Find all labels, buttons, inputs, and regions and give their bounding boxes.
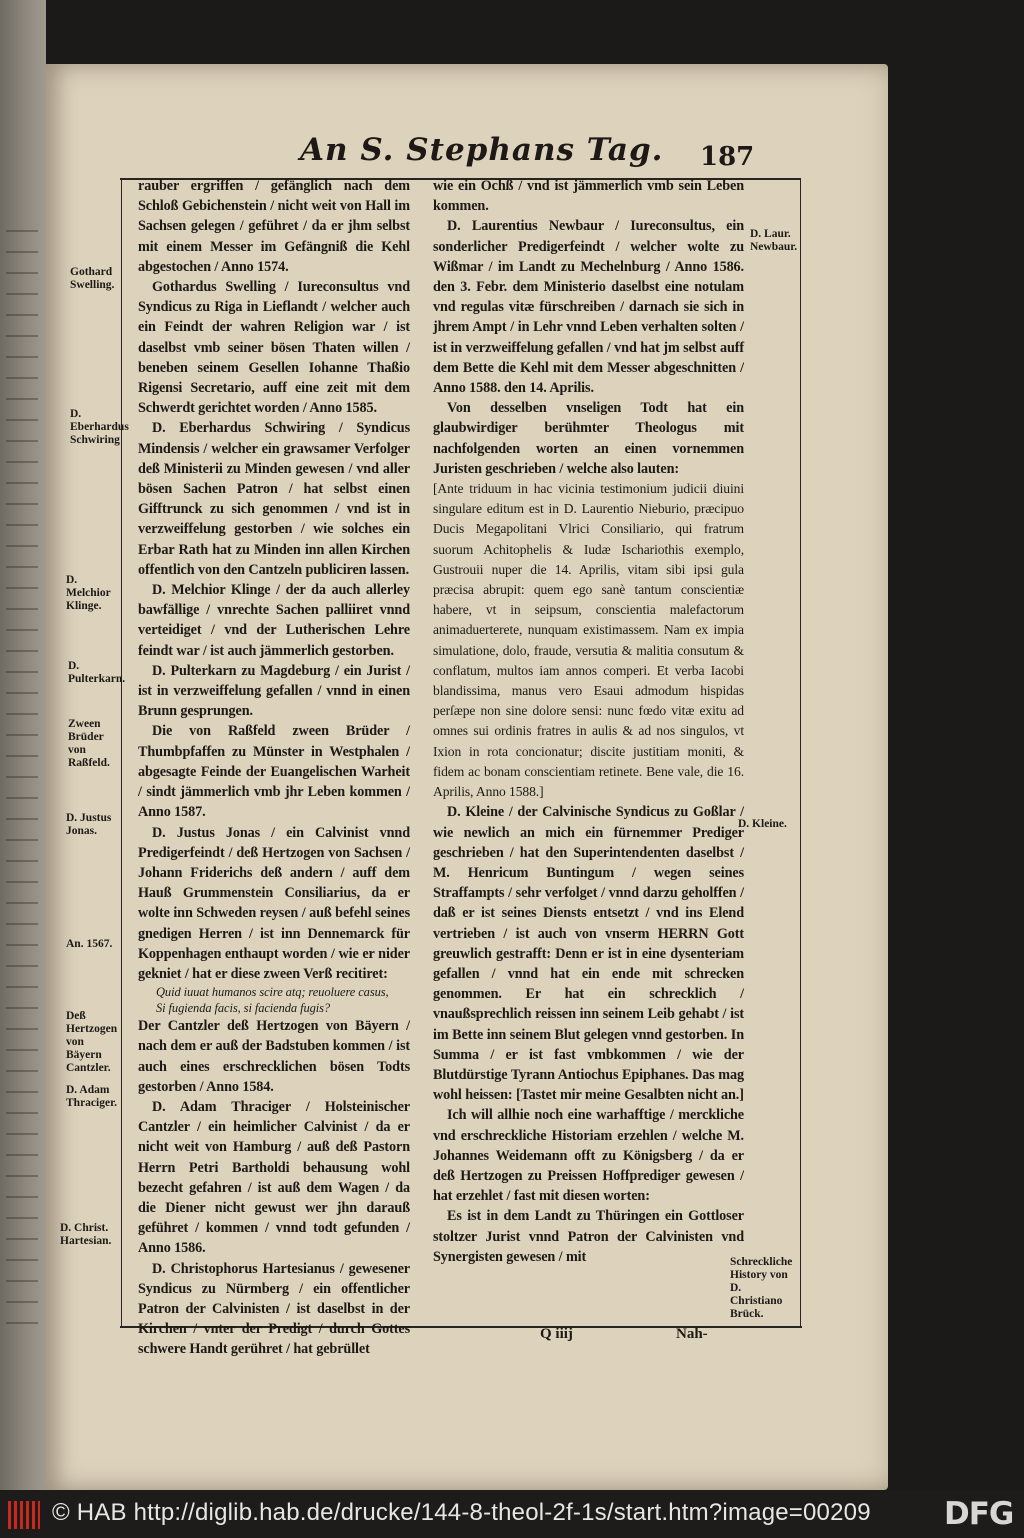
running-header: An S. Stephans Tag. (300, 132, 664, 168)
left-paragraph: Der Cantzler deß Hertzogen von Bäyern / nach dem er auß der Badstuben kommen / ist auch eines erschrecklichen bösen Todts gestorben / Anno 1584. (138, 1018, 410, 1095)
margin-note-justus: D. Justus Jonas. (66, 812, 112, 837)
margin-note-kleine: D. Kleine. (738, 818, 787, 830)
left-paragraph: rauber ergriffen / gefänglich nach dem Schloß Gebichenstein / nicht weit von Hall im Sachsen gelegen / geführet / da er jhm selbst mit einem Messer im Gefängniß die Kehl abgestochen / Anno 1574. (138, 178, 410, 275)
margin-note-pulterkarn: D. Pulterkarn. (68, 660, 126, 685)
margin-note-laur: D. Laur. Newbaur. (750, 228, 798, 253)
frame-rule-right (800, 178, 801, 1326)
left-paragraph: D. Justus Jonas / ein Calvinist vnnd Predigerfeindt / deß Hertzogen von Sachsen / Johann Friderichs deß andern / auff dem Hauß Grummenstein Consiliarius, da er wolte inn Schweden reysen / auß befehl seines gnedigen Herren / ist inn Dennemarck für Koppenhagen enthaupt worden / wie er nider gekniet / hat er diese zween Verß recitiret: (138, 824, 410, 982)
right-paragraph: D. Kleine / der Calvinische Syndicus zu Goßlar / wie newlich an mich ein fürnemmer Prediger geschrieben / hat den Superintendenten daselbst / M. Henricum Buntingum / wegen seines Straffampts / sehr verfolget / vnnd darzu geholffen / daß er ist seines Diensts entsetzt / vnd ins Elend vertrieben / ist auch von vnserm HERRN Gott greuwlich gestrafft: Denn er ist in eine dysenteriam gefallen / vnnd hat ein ende mit schrecken genommen. Er hat ein schrecklich / vnaußsprechlich reissen inn seinem Leib gehabt / ist im Bette inn seinem Blut gelegen vnnd gestorben. In Summa / er ist fast vmbkommen / wie der Blutdürstige Tyrann Antiochus Epiphanes. Das mag wohl heissen: [Tastet mir meine Gesalbten nicht an.] (433, 804, 744, 1104)
signature-mark: Q iiij (540, 1326, 573, 1342)
library-bars-icon (8, 1501, 40, 1529)
margin-note-christ: D. Christ. Hartesian. (60, 1222, 112, 1247)
copyright-link[interactable]: © HAB http://diglib.hab.de/drucke/144-8-theol-2f-1s/start.htm?image=00209 (52, 1499, 871, 1526)
left-paragraph: D. Melchior Klinge / der da auch allerley bawfällige / vnrechte Sachen palliiret vnnd verteidiget / vnd der Lutherischen Lehre feindt war / ist auch jämmerlich gestorben. (138, 582, 410, 659)
left-paragraph: Die von Raßfeld zween Brüder / Thumbpfaffen zu Münster in Westphalen / abgesagte Feinde der Euangelischen Warheit / sindt jämmerlich vmb jhr Leben kommen / Anno 1587. (138, 723, 410, 821)
dfg-logo: DFG (944, 1496, 1014, 1532)
margin-note-adam: D. Adam Thraciger. (66, 1084, 117, 1109)
left-paragraph: D. Eberhardus Schwiring / Syndicus Mindensis / welcher ein grawsamer Verfolger deß Ministerii zu Minden gewesen / vnd aller bösen Sachen Patron / hat selbst einen Gifftrunck zu sich genommen / vnd ist in verzweiffelung gestorben / wie solches ein Erbar Rath hat zu Minden inn allen Kirchen offentlich von den Cantzeln publiciren lassen. (138, 420, 410, 578)
margin-note-eberhardus: D. Eberhardus Schwiring (70, 408, 129, 446)
right-paragraph: Es ist in dem Landt zu Thüringen ein Gottloser stoltzer Jurist vnnd Patron der Calvinisten vnd Synergisten gewesen / mit (433, 1208, 744, 1265)
left-paragraph: D. Christophorus Hartesianus / gewesener Syndicus zu Nürmberg / ein offentlicher Patron der Calvinisten / ist daselbst in der Kirchen / vnter der Predigt / durch Gottes schwere Handt gerühret / hat gebrüllet (138, 1260, 410, 1358)
page-number: 187 (700, 142, 755, 172)
left-text-column (138, 176, 410, 1358)
right-text-column (433, 176, 744, 1324)
previous-page-edge (0, 0, 46, 1490)
left-paragraph: D. Adam Thraciger / Holsteinischer Cantzler / ein heimlicher Calvinist / da er nicht weit von Hamburg / auß deß Pastorn Herrn Petri Bartholdi behausung wohl bezecht gefahren / ist auß dem Wagen / da die Diener nicht gewust wer jhn darauß geführet / kommen / vnnd todt gefunden / Anno 1586. (138, 1098, 410, 1257)
right-paragraph: Ich will allhie noch eine warhafftige / merckliche vnd erschreckliche Historiam erzehlen / welche M. Johannes Weidemann offt zu Königsberg / da er deß Hertzogen zu Preissen Hoffprediger gewesen / hat erzehlet / fast mit diesen worten: (433, 1107, 744, 1205)
right-paragraph: wie ein Ochß / vnd ist jämmerlich vmb sein Leben kommen. (433, 178, 744, 215)
right-latin-letter: [Ante triduum in hac vicinia testimonium judicii diuini singulare editum est in D. Laurentio Nieburio, præcipuo Ducis Megapolitani Vlrici Consiliario, qui fratrum suorum Achitophelis & Iudæ Ischariothis exemplo, Gustrouii nuper die 14. Aprilis, vitam sibi ipsi gula præcisa abrupit: quem ego sanè tantum conscientiæ habere, vt in seipsum, conscientia malefactorum animaduerterete, nunquam existimassem. Nam ex impia simulatione, dolo, fraude, versutia & malitia consutum & conflatum, multos iam annos comperi. Et verba Iacobi blandissima, manus vero Esaui admodum hispidas perſæpe non sine dolore sensi: nunc fœdo vitæ exitu ad omnes sui ordinis fratres in aulis & ad nos singulos, vt Ixion in rota concionatur; discite justitiam moniti, & fidem ac bonam conscientiam retinete. Bene vale, die 16. Aprilis, Anno 1588.] (433, 481, 744, 800)
margin-note-melchior: D. Melchior Klinge. (66, 574, 111, 612)
left-paragraph: D. Pulterkarn zu Magdeburg / ein Jurist / ist in verzweiffelung gefallen / vnnd in einen Brunn gesprungen. (138, 662, 410, 720)
margin-note-gothard: Gothard Swelling. (70, 266, 115, 291)
margin-note-anno: An. 1567. (66, 938, 113, 950)
left-verse-line: Quid iuuat humanos scire atq; reuoluere casus, (156, 985, 389, 1000)
left-paragraph: Gothardus Swelling / Iureconsultus vnd Syndicus zu Riga in Lieflandt / welcher auch ein Feindt der wahren Religion war / ist daselbst vmb seiner bösen Thaten willen / beneben seinem Gesellen Iohanne Thaßio Rigensi Secretario, auff eine zeit mit dem Schwerdt gerichtet worden / Anno 1585. (138, 279, 410, 417)
left-verse-line: Si fugienda facis, si facienda fugis? (156, 1001, 331, 1016)
frame-rule-left (121, 178, 122, 1326)
catchword: Nah- (676, 1326, 708, 1342)
right-paragraph: Von desselben vnseligen Todt hat ein glaubwirdiger berühmter Theologus mit nachfolgenden worten an einen vornemmen Juristen geschrieben / welche also lauten: (433, 400, 744, 477)
right-paragraph: D. Laurentius Newbaur / Iureconsultus, ein sonderlicher Predigerfeindt / welcher wolte zu Wißmar / im Landt zu Mechelnburg / Anno 1586. den 3. Febr. dem Ministerio daselbst eine notulam vnd regulas vitæ fürschreiben / darnach sie sich in jhrem Ampt / in Lehr vnnd Leben verhalten solten / ist in verzweiffelung gefallen / vnd hat jm selbst auff dem Bette die Kehl mit dem Messer abgeschnitten / Anno 1588. den 14. Aprilis. (433, 218, 744, 397)
margin-note-zween: Zween Brüder von Raßfeld. (68, 718, 110, 769)
margin-note-history: Schreckliche History von D. Christiano Brück. (730, 1256, 793, 1320)
margin-note-cantzler: Deß Hertzogen von Bäyern Cantzler. (66, 1010, 118, 1074)
